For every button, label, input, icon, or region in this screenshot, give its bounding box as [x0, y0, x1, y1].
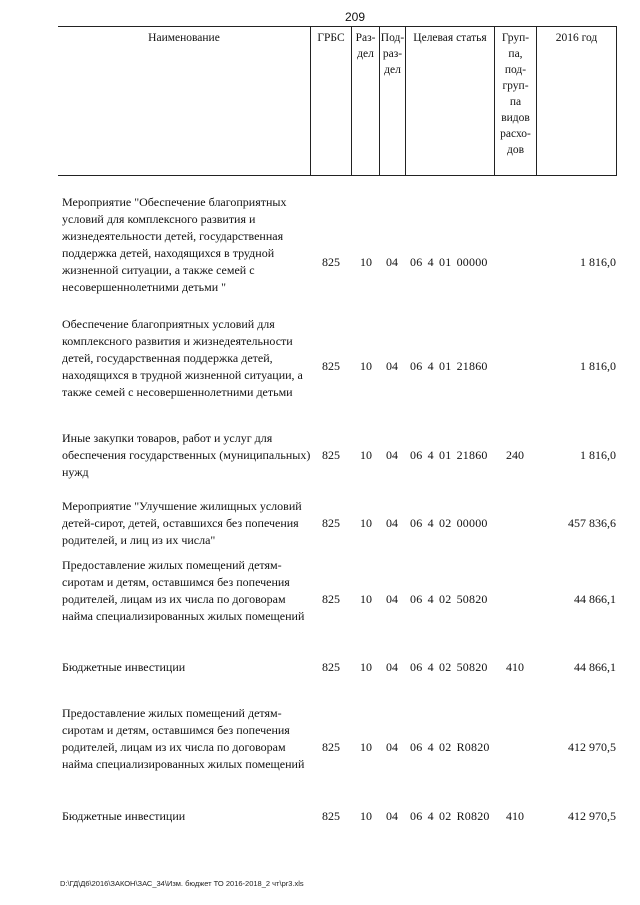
- row-grbs: 825: [322, 660, 340, 674]
- header-group-line: па: [509, 96, 522, 108]
- header-group-line: па,: [508, 48, 523, 60]
- row-razdel: 10: [360, 740, 372, 754]
- header-grbs: ГРБС: [310, 27, 351, 175]
- row-podrazdel: 04: [386, 592, 398, 606]
- row-razdel: 10: [360, 516, 372, 530]
- row-target: 06 4 02 R0820: [410, 809, 490, 823]
- header-podrazdel-line: Под-: [380, 32, 405, 44]
- header-year: 2016 год: [536, 27, 617, 175]
- table-header: [58, 26, 617, 176]
- header-group: [494, 27, 536, 175]
- row-amount: 412 970,5: [568, 809, 616, 823]
- row-name: Предоставление жилых помещений детям-сиротам и детям, оставшимся без попечения родителей, лицам из их числа по договорам найма специализированных жилых помещений: [62, 558, 305, 623]
- file-path-footer: D:\ГД\Д6\2016\ЗАКОН\ЗАС_34\Изм. бюджет ТО 2016-2018_2 чт\pr3.xls: [60, 879, 304, 888]
- header-name: Наименование: [148, 32, 220, 44]
- row-name: Обеспечение благоприятных условий для комплексного развития и жизнедеятельности детей, государственная поддержка детей, находящихся в трудной жизненной ситуации, а также семей с несовершеннолетними детьми: [62, 317, 303, 399]
- row-razdel: 10: [360, 448, 372, 462]
- row-amount: 1 816,0: [580, 448, 616, 462]
- row-target: 06 4 01 21860: [410, 448, 488, 462]
- row-target: 06 4 02 00000: [410, 516, 488, 530]
- row-podrazdel: 04: [386, 740, 398, 754]
- row-name: Бюджетные инвестиции: [62, 660, 186, 674]
- row-target: 06 4 01 21860: [410, 359, 488, 373]
- row-amount: 44 866,1: [574, 592, 616, 606]
- header-razdel-line: Раз-: [355, 32, 376, 44]
- header-group-line: дов: [506, 144, 525, 156]
- row-podrazdel: 04: [386, 809, 398, 823]
- header-razdel: [351, 27, 379, 175]
- row-name: Иные закупки товаров, работ и услуг для обеспечения государственных (муниципальных) нужд: [62, 431, 311, 479]
- row-group: 240: [506, 448, 524, 462]
- row-target: 06 4 02 R0820: [410, 740, 490, 754]
- row-razdel: 10: [360, 359, 372, 373]
- row-name: Предоставление жилых помещений детям-сиротам и детям, оставшимся без попечения родителей, лицам из их числа по договорам найма специализированных жилых помещений: [62, 706, 305, 771]
- row-razdel: 10: [360, 255, 372, 269]
- header-podrazdel: [379, 27, 405, 175]
- row-group: 410: [506, 809, 524, 823]
- header-podrazdel-line: дел: [384, 64, 401, 76]
- row-podrazdel: 04: [386, 255, 398, 269]
- row-podrazdel: 04: [386, 359, 398, 373]
- row-podrazdel: 04: [386, 516, 398, 530]
- row-name: Мероприятие "Улучшение жилищных условий детей-сирот, детей, оставшихся без попечения родителей, и лиц из их числа": [62, 499, 302, 547]
- header-podrazdel-line: раз-: [382, 48, 403, 60]
- row-podrazdel: 04: [386, 448, 398, 462]
- header-group-line: Груп-: [501, 32, 530, 44]
- header-group-line: под-: [504, 64, 527, 76]
- row-target: 06 4 02 50820: [410, 592, 488, 606]
- row-razdel: 10: [360, 809, 372, 823]
- row-name: Бюджетные инвестиции: [62, 809, 186, 823]
- row-podrazdel: 04: [386, 660, 398, 674]
- header-group-line: груп-: [502, 80, 529, 92]
- row-amount: 1 816,0: [580, 255, 616, 269]
- header-target: Целевая статья: [405, 27, 494, 175]
- row-amount: 1 816,0: [580, 359, 616, 373]
- row-grbs: 825: [322, 740, 340, 754]
- row-grbs: 825: [322, 592, 340, 606]
- row-amount: 412 970,5: [568, 740, 616, 754]
- row-grbs: 825: [322, 255, 340, 269]
- row-target: 06 4 02 50820: [410, 660, 488, 674]
- row-grbs: 825: [322, 809, 340, 823]
- row-name: Мероприятие "Обеспечение благоприятных условий для комплексного развития и жизнедеятельности детей, государственная поддержка детей, находящихся в трудной жизненной ситуации, а также семей с несовершеннолетними детьми ": [62, 195, 287, 294]
- row-amount: 44 866,1: [574, 660, 616, 674]
- row-target: 06 4 01 00000: [410, 255, 488, 269]
- row-grbs: 825: [322, 448, 340, 462]
- row-grbs: 825: [322, 516, 340, 530]
- row-razdel: 10: [360, 592, 372, 606]
- header-group-line: расхо-: [500, 128, 531, 140]
- row-grbs: 825: [322, 359, 340, 373]
- row-amount: 457 836,6: [568, 516, 616, 530]
- header-razdel-line: дел: [357, 48, 374, 60]
- row-razdel: 10: [360, 660, 372, 674]
- page-number: 209: [344, 10, 366, 24]
- header-group-line: видов: [501, 112, 530, 124]
- row-group: 410: [506, 660, 524, 674]
